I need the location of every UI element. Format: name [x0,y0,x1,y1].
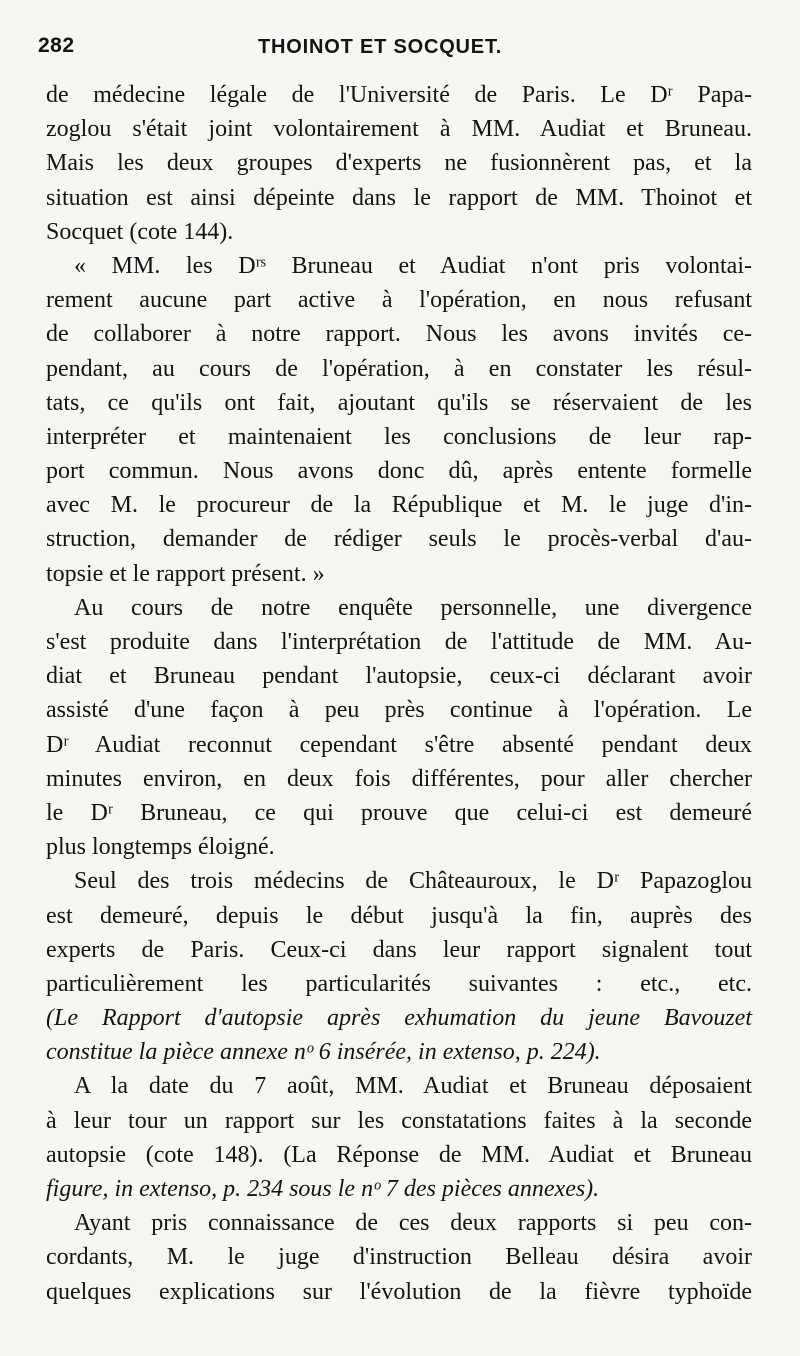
text-line: zoglou s'était joint volontairement à MM. Audiat et Bruneau. [46,116,752,143]
text-line: s'est produite dans l'interprétation de l'attitude de MM. Au- [46,629,752,655]
text-line: assisté d'une façon à peu près continue à l'opération. Le [46,697,752,724]
text-line: Au cours de notre enquête personnelle, une divergence [74,594,752,621]
text-line: A la date du 7 août, MM. Audiat et Bruneau déposaient [74,1073,752,1100]
text-line: autopsie (cote 148). (La Réponse de MM. Audiat et Bruneau [46,1141,752,1168]
text-line: rement aucune part active à l'opération, en nous refusant [46,287,752,314]
text-line: (Le Rapport d'autopsie après exhumation du jeune Bavouzet [46,1005,752,1032]
text-line: diat et Bruneau pendant l'autopsie, ceux-ci déclarant avoir [46,663,752,690]
text-line: port commun. Nous avons donc dû, après entente formelle [46,458,752,485]
running-head: THOINOT ET SOCQUET. [258,36,503,58]
text-line: Dʳ Audiat reconnut cependant s'être absenté pendant deux [46,731,752,758]
text-line: particulièrement les particularités suivantes : etc., etc. [46,970,752,997]
text-line: cordants, M. le juge d'instruction Belleau désira avoir [46,1244,752,1271]
text-line: interpréter et maintenaient les conclusions de leur rap- [46,423,752,450]
body-text [46,78,752,1309]
text-line: « MM. les Dʳˢ Bruneau et Audiat n'ont pris volontai- [74,252,752,279]
text-line: de médecine légale de l'Université de Paris. Le Dʳ Papa- [46,82,752,108]
text-line: quelques explications sur l'évolution de la fièvre typhoïde [46,1278,752,1305]
text-line: Seul des trois médecins de Châteauroux, le Dʳ Papazoglou [74,868,752,895]
text-line: pendant, au cours de l'opération, à en constater les résul- [46,355,752,382]
text-line: experts de Paris. Ceux-ci dans leur rapport signalent tout [46,936,752,963]
page-header [38,34,762,62]
text-line: tats, ce qu'ils ont fait, ajoutant qu'ils se réservaient de les [46,389,752,416]
text-line: minutes environ, en deux fois différentes, pour aller chercher [46,765,752,792]
text-line: struction, demander de rédiger seuls le procès-verbal d'au- [46,526,752,553]
page-number: 282 [38,34,75,57]
text-line: est demeuré, depuis le début jusqu'à la fin, auprès des [46,902,752,929]
text-line: avec M. le procureur de la République et M. le juge d'in- [46,492,752,519]
text-line: figure, in extenso, p. 234 sous le nᵒ 7 des pièces annexes). [46,1176,600,1202]
text-line: topsie et le rapport présent. » [46,560,325,587]
text-line: situation est ainsi dépeinte dans le rapport de MM. Thoinot et [46,184,752,211]
text-line: le Dʳ Bruneau, ce qui prouve que celui-ci est demeuré [46,799,752,826]
text-line: de collaborer à notre rapport. Nous les avons invités ce- [46,321,752,348]
text-line: constitue la pièce annexe nᵒ 6 insérée, in extenso, p. 224). [46,1039,601,1066]
text-line: Mais les deux groupes d'experts ne fusionnèrent pas, et la [46,150,752,177]
text-line: Ayant pris connaissance de ces deux rapports si peu con- [74,1210,752,1237]
text-line: à leur tour un rapport sur les constatations faites à la seconde [46,1107,752,1134]
text-line: Socquet (cote 144). [46,218,234,245]
text-line: plus longtemps éloigné. [46,834,275,861]
